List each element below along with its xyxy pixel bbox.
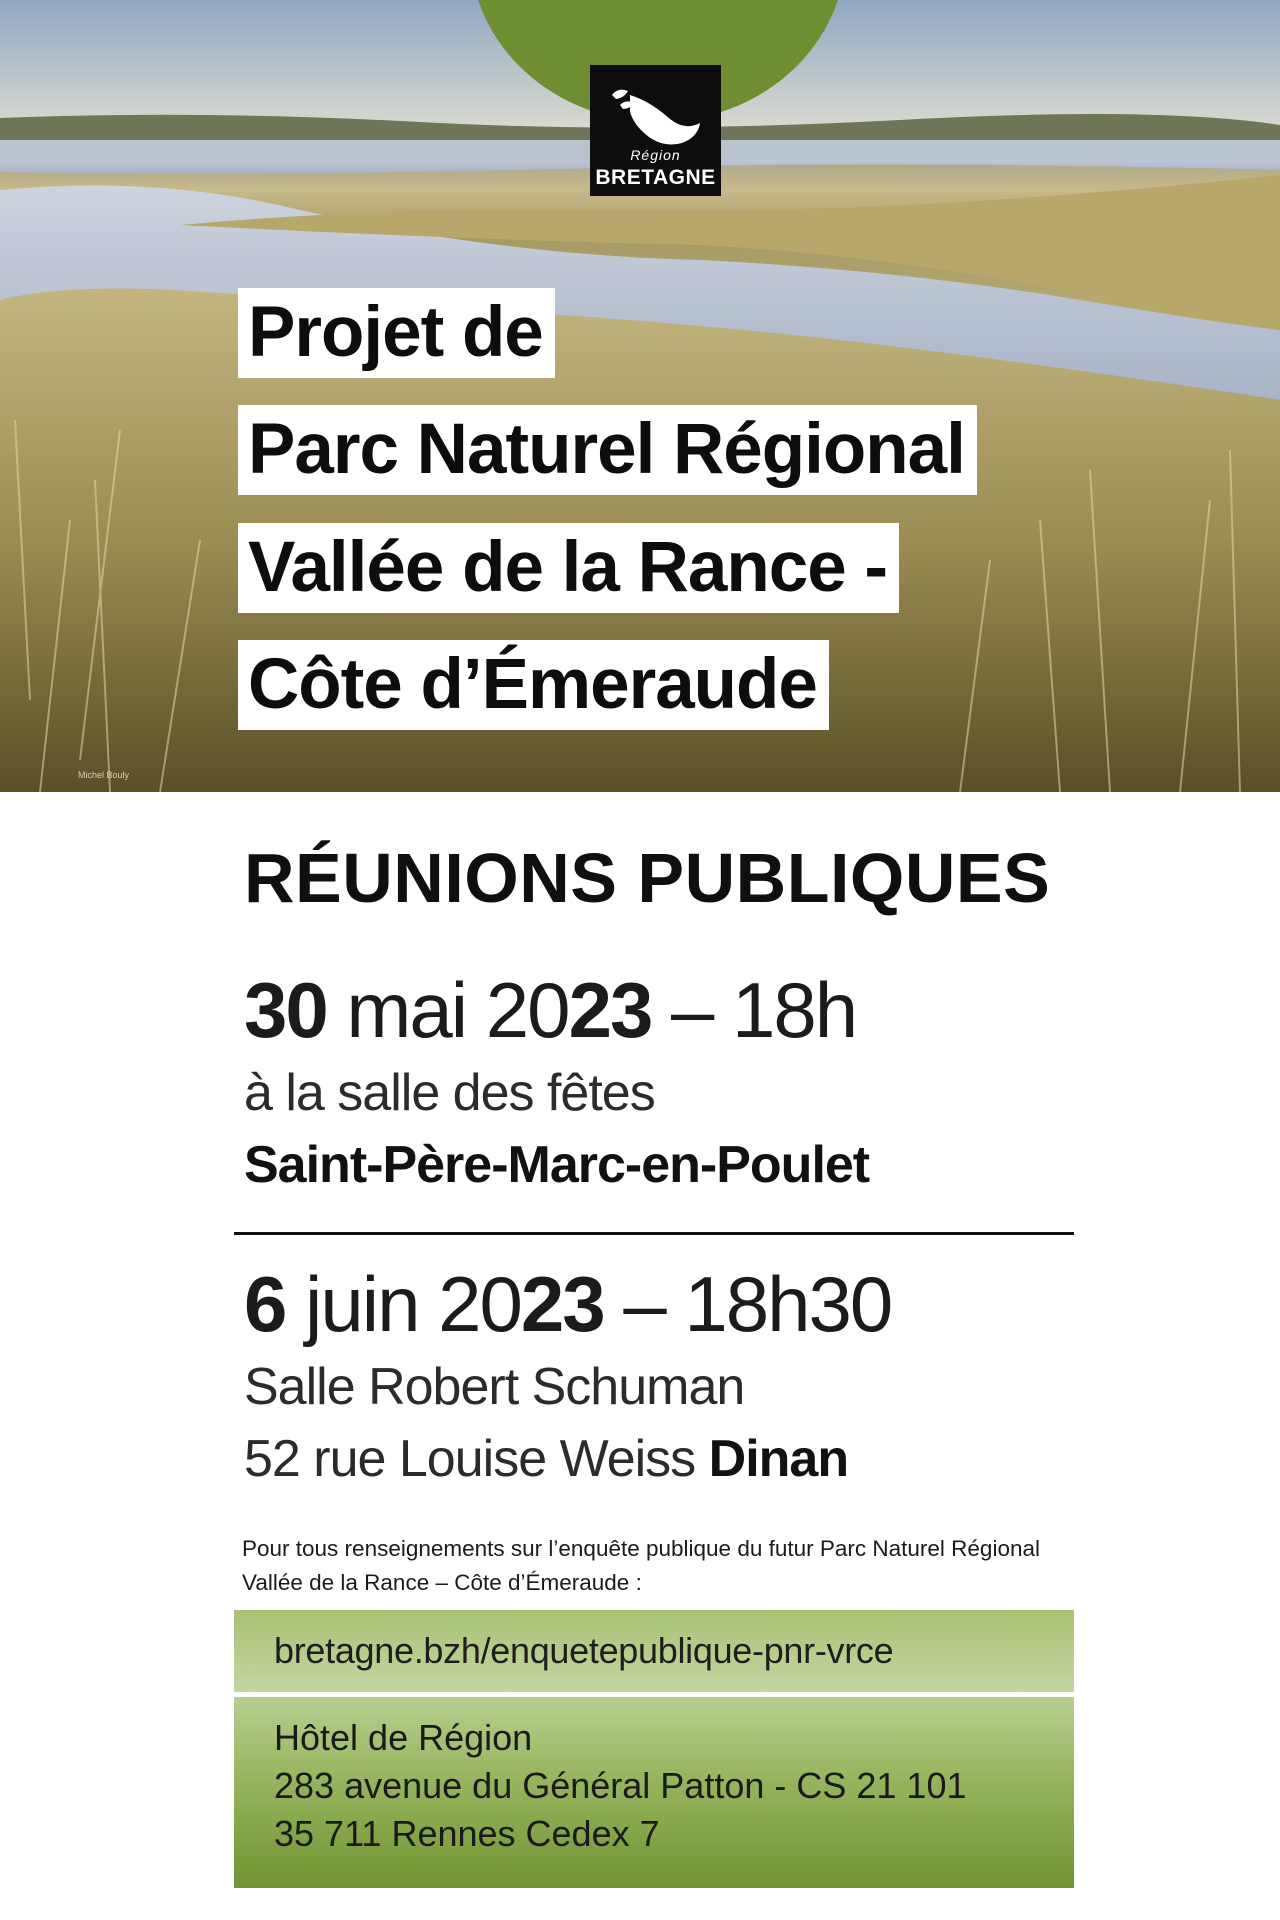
title-line-1: Projet de [238,288,555,378]
meeting-1-year-end: 23 [568,966,652,1054]
meeting-2-street: 52 rue Louise Weiss [244,1430,709,1488]
meeting-2-city: Dinan [708,1430,849,1488]
title-line-4: Côte d’Émeraude [238,640,829,730]
website-band [234,1610,1074,1692]
meeting-1-date [244,965,856,1056]
meeting-1-town: Saint-Père-Marc-en-Poulet [244,1136,870,1194]
meeting-2-time: – 18h30 [603,1260,892,1348]
contact-band [234,1697,1074,1888]
contact-title: Hôtel de Région [274,1717,533,1758]
meeting-divider [234,1232,1074,1235]
logo-region-label: Région [630,147,681,163]
meeting-2-month: juin 20 [285,1260,521,1348]
website-link[interactable]: bretagne.bzh/enquetepublique-pnr-vrce [274,1630,894,1671]
title-line-2: Parc Naturel Régional [238,405,977,495]
section-heading: RÉUNIONS PUBLIQUES [244,839,1051,917]
meeting-1-month: mai 20 [326,966,569,1054]
info-note: Pour tous renseignements sur l’enquête publique du futur Parc Naturel Régional Vallée de la Rance – Côte d’Émeraude : [242,1536,1040,1595]
contact-address-line-2: 35 711 Rennes Cedex 7 [274,1813,660,1854]
meeting-2-year-end: 23 [520,1260,604,1348]
photo-credit: Michel Bouly [78,770,130,780]
logo-brand-name: BRETAGNE [595,166,716,189]
meeting-1-day: 30 [244,966,327,1054]
meeting-2-place: Salle Robert Schuman [244,1358,745,1416]
contact-address-line-1: 283 avenue du Général Patton - CS 21 101 [274,1765,967,1806]
meeting-2-day: 6 [244,1260,286,1348]
meeting-1-place: à la salle des fêtes [244,1064,655,1122]
title-line-3: Vallée de la Rance - [238,523,899,613]
meeting-2-date [244,1259,891,1350]
meeting-2-address [244,1429,848,1489]
region-bretagne-logo [590,65,721,196]
meeting-1-time: – 18h [651,966,857,1054]
